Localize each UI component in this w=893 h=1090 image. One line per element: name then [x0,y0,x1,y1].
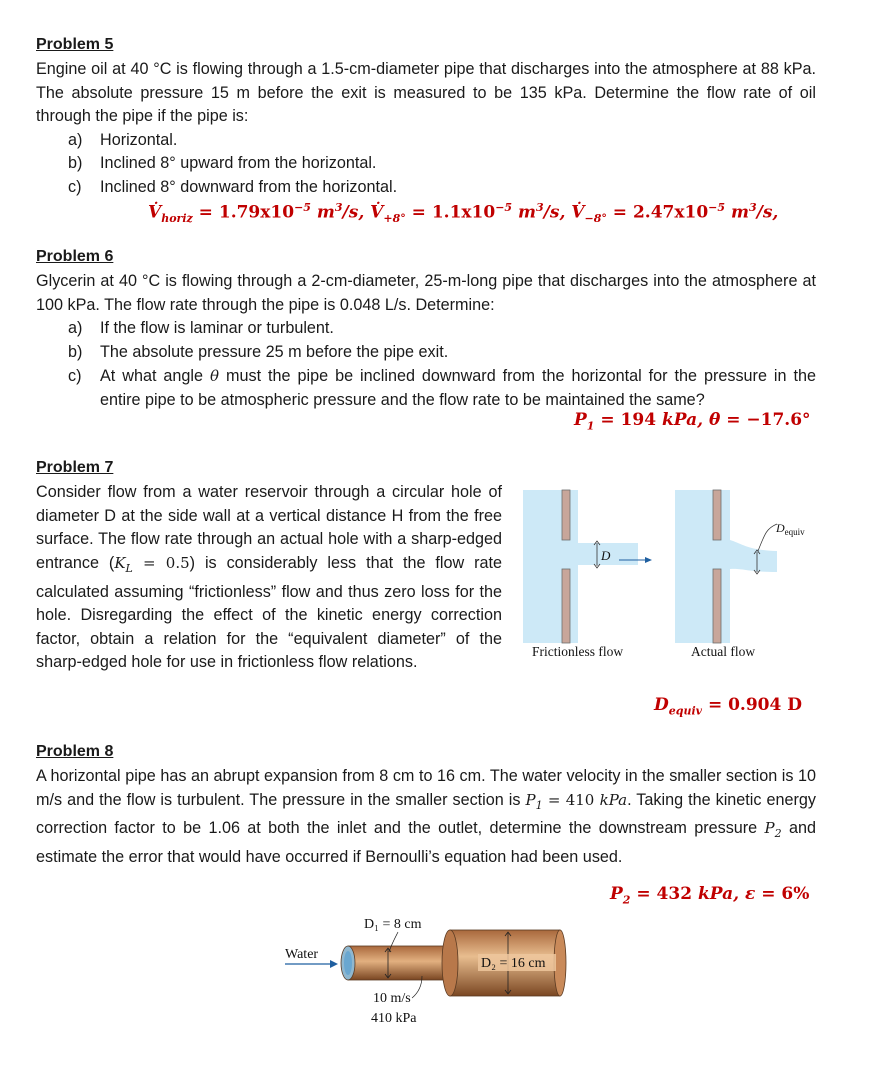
d1-label: D₁ = 8 cm [364,917,422,932]
velocity-label: 10 m/s [373,991,411,1006]
d-label: D [601,548,611,563]
problem-8-text: A horizontal pipe has an abrupt expansion from 8 cm to 16 cm. The water velocity in the smaller section is 10 m/s and the flow is turbulent. The pressure in the smaller section is $P_1 = 410$ kPa. Taking the kinetic energy correction factor to be 1.06 at both the inlet and the outlet, determine the downstream pressure $P_2$ and estimate the error that would have occurred if Bernoulli’s equation had been used. [36,767,816,867]
water-label: Water [285,947,319,962]
problem-6-item-b: b) The absolute pressure 25 m before the pipe exit. [68,343,449,361]
problem-6-item-c: c) At what angle θ must the pipe be inclined downward from the horizontal for the pressure in the entire pipe to be atmospheric pressure and the flow rate to be maintained the same? [68,367,816,409]
small-pipe [348,946,453,980]
problem-8-figure [280,908,580,1033]
caption-actual: Actual flow [691,644,756,659]
problem-5-text: Engine oil at 40 °C is flowing through a 1.5-cm-diameter pipe that discharges into the atmosphere at 88 kPa. The absolute pressure 15 m before the exit is measured to be 135 kPa. Determine the flow rate of oil through the pipe if the pipe is: [36,60,816,126]
dequiv-leader [758,524,777,551]
wall-right-top [713,490,721,540]
problem-8-answer: $P_2 = 432$ kPa, ε = 6% [610,884,810,907]
problem-7-title: Problem 7 [36,459,114,476]
problem-8-title: Problem 8 [36,743,114,760]
flow-arrow-head [645,557,652,563]
problem-6-answer: $P_1 = 194$ kPa, θ = −17.6° [574,410,811,433]
problem-6-title: Problem 6 [36,248,114,265]
problem-5-item-b: b) Inclined 8° upward from the horizontal. [68,154,377,172]
problem-5-title: Problem 5 [36,36,114,53]
problem-7-text: Consider flow from a water reservoir through a circular hole of diameter D at the side wall at a vertical distance H from the free surface. The flow rate through an actual hole with a sharp-edged entrance $(K_L = 0.5)$ is considerably less that the flow rate calculated assuming “frictionless” flow and thus zero loss for the hole. Disregarding the effect of the kinetic energy correction factor, obtain a relation for the “equivalent diameter” of the sharp-edged hole for use in frictionless flow relations. [36,483,503,672]
small-pipe-water [344,951,352,975]
problem-7-figure [515,488,815,663]
water-arrow-head [330,960,338,968]
reservoir-right [675,490,730,643]
problem-5-item-a: a) Horizontal. [68,131,178,149]
problem-6-text: Glycerin at 40 °C is flowing through a 2-cm-diameter, 25-m-long pipe that discharges into the atmosphere at 100 kPa. The flow rate through the pipe is 0.048 L/s. Determine: [36,272,816,314]
caption-frictionless: Frictionless flow [532,644,624,659]
problem-6-item-a: a) If the flow is laminar or turbulent. [68,319,334,337]
dequiv-label: $D_{equiv}$ [776,521,805,537]
problem-7-answer: $D_{equiv} = 0.904$ D [654,695,802,718]
problem-5-answer: $V̇_{horiz} = 1.79x10^{-5}$ $m^3/s$, $V̇_{+8^\circ} = 1.1x10^{-5}$ $m^3/s$, $V̇_{-8^\circ} = 2.47x10^{-5}$ $m^3/s$, [148,201,779,226]
jet-right [730,540,777,572]
pressure-label: 410 kPa [371,1011,417,1026]
expansion-face [442,930,458,996]
wall-left-bottom [562,569,570,643]
wall-left-top [562,490,570,540]
wall-right-bottom [713,569,721,643]
problem-5-item-c: c) Inclined 8° downward from the horizontal. [68,178,398,196]
d2-label: D₂ = 16 cm [481,956,546,971]
